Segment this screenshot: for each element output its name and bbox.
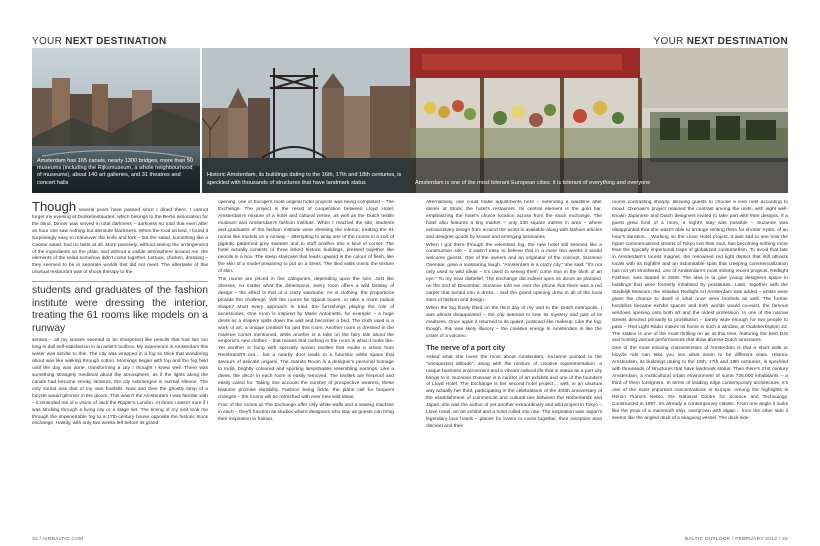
col1-paragraph-1: several years have passed since I dined there, I cannot forget my evening at Dunkelrestaurant, which belongs to the Berlin association for the blind. Dinner was served in total darkness – darkness so total that even after an hour one saw nothing but absolute blackness. When the food arrived, I found it surprisingly easy to maneuver the knife and fork – but the salad, something like a Caesar salad, had no taste at all. More precisely, without seeing the arrangement of the ingredients on the plate, and without a visible atmosphere around me, the elements of the salad somehow didn't come together. Lettuce, chicken, dressing – they seemed to be in separate worlds that did not meet. The aftertaste of this unusual restaurant was of shock therapy to the (32, 208, 208, 276)
folio-right: BALTIC OUTLOOK / FEBRUARY 2012 / 33 (684, 537, 788, 542)
pull-quote-rule (32, 281, 208, 282)
col2-paragraph-3: Four of the rooms at The Exchange offer only white walls and a sewing machine in each – they'll function as studios where designers who stay as guests can bring their inspiration to fruition. (218, 402, 394, 422)
photo-strip-right (410, 48, 788, 193)
houses-photo (202, 48, 410, 193)
houses-photo-caption: Historic Amsterdam, its buildings dating to the 16th, 17th and 18th centuries, is speckled with thousands of structures that have landmark status (207, 172, 402, 186)
pull-quote: students and graduates of the fashion institute were dressing the interior, treating the 61 rooms like models on a runway (32, 285, 208, 334)
section-subhead: The nerve of a port city (426, 343, 506, 353)
col2-paragraph-1: opening, one of Europe's most original hotel projects was being completed – The Exchange. The project is the result of cooperation between Lloyd Hotel, Amsterdam's mixture of a hotel and cultural centre, as well as the Dutch textile museum and Amsterdam's fashion institute. When I reached the site, students and graduates of the fashion institute were dressing the interior, treating the 61 rooms like models on a runway – attempting to wrap one of the rooms in a sort of gigantic patterned grey sweater and to stuff another into a kind of corset. The hotel actually consists of three linked historic buildings, pressed together like pencils in a box. The steep staircase that leads upward is the colour of flesh, like the skin of a model preparing to put on a dress. The tiled walls mimic the texture of skin. (218, 200, 394, 275)
folio-left: 32 / AIRBALTIC.COM (32, 537, 84, 542)
flower-market-photo (410, 48, 788, 193)
section-heading-left: YOUR NEXT DESTINATION (32, 36, 167, 47)
article-column-1 (32, 200, 208, 530)
lead-word: Though (32, 200, 77, 214)
col4-paragraph-1: rooms contrasting sharply, allowing guests to choose a love nest according to mood. Oxenaar's project retained the contrast among the units, with eight well-known Japanese and Dutch designers invited to take part with their designs. If a guest grew fond of a room, a night's stay was possible – Suzanne was disappointed that she wasn't able to arrange renting them for shorter trysts, of an hour's duration… Working on the Llove Hotel project, it was sad to see how the hyper-commercialized streets of Tokyo lost their soul, fast becoming nothing more than the typically impersonal traps of globalized consumerism. To avoid that fate in Amsterdam's tourist magnet, the renowned red light district that still attracts locals with its nightlife and an indomitable spirit that creeping commercialization has not yet smothered, one of Amsterdam's most striking recent projects, Redlight Fashion, was started in 2008. The idea is to give young designers space in buildings that were formerly inhabited by prostitutes. Later, together with the Stedelijk Museum, the initiative Redlight Art Amsterdam was added – artists were given the chance to dwell in what once were brothels as well. The former bordellos became exhibit spaces and both worlds would co-exist, the famous windows opening onto both art and the oldest profession. In one of the narrow streets devoted primarily to prostitution – barely wide enough for two people to pass – Red Light Radio makes its home in such a window, at Oudekerksplein 22. The station is one of the most thrilling on air at this time, featuring the best DJs and hosting various performances that draw diverse Dutch luminaries. (612, 200, 788, 344)
col1-paragraph-2: senses – all my senses seemed to be sharpened like pencils that had lain too long in dull self-satisfaction in an artist's toolbox. My experience in Amsterdam this winter was similar to this. The city was wrapped in a fog so thick that wandering about was like walking through cotton. Mornings began with fog and the fog held until the day was done, transforming a city I thought I knew well. There was something strangely medieval about the atmosphere, as if the lights along the canals had become smoky lanterns, the city submerged in surreal silence. The only sound was that of my own footfalls. Now and then the ghostly lamp of a bicycle would glimmer in the gloom. This wasn't the Amsterdam I was familiar with – it reminded me of a vision of Jack the Ripper's London. At times I wasn't sure if I was strolling through a living city or a stage set. The timing of my visit took me through the impenetrable fog to a 17th-century house opposite the historic stock exchange. Hastily, with only two weeks left before its grand (32, 338, 208, 427)
photo-strip-left (32, 48, 410, 193)
col3-paragraph-4: Asked what she loves the most about Amsterdam, Suzanne pointed to the "unexpected attitude", along with the mixture of creative experimentation, a unique business environment and a vibrant cultural life that in status as a port city brings to it. Suzanne Oxenaar is a curator of art exhibits and one of the founders of Lloyd Hotel. The Exchange is her second hotel project… well, in an unusual way actually her third, participating in the celebrations of the 400th anniversary of the establishment of commercial and cultural ties between the Netherlands and Japan, she was the author of yet another extraordinary and wild project in Tokyo – Llove Hotel, an art exhibit and a hotel rolled into one. The inspiration was Japan's legendary love hotels – places for lovers to come together, their reception area discreet and their (426, 354, 602, 429)
flower-market-caption: Amsterdam is one of the most tolerant European cities: it is tolerant of everything and everyone (415, 179, 651, 186)
flower-market-image (410, 48, 788, 193)
col3-paragraph-3: When the fog finally lifted on the third day of my visit to the Dutch metropolis, I was almost disappointed – the city seemed to lose its mystery and part of its madness. Once again it returned to its quaint, postcard-like makeup. Like the fog, though, this was likely illusory – the creative energy in Amsterdam is like the crater of a volcano. (426, 305, 602, 339)
right-page (410, 0, 820, 546)
article-column-4 (612, 200, 788, 530)
canal-photo (32, 48, 200, 193)
bridge-houses-image (202, 48, 410, 193)
col3-paragraph-1: Alternatively, one could make adjustments here – extending a waistline after dinner at Stock, the hotel's restaurant. Its central element is the gold bar, emphasizing the hotel's choice location across from the stock exchange. The hotel also features a tiny market – only 230 square metres in area – where extraordinary design from around the world is available along with fashion articles and designer goods by known and emerging luminaries. (426, 200, 602, 240)
col2-paragraph-2: The rooms are priced in five categories, depending upon the size. Just like dresses, no matter what the dimensions, every room offers a wild fantasy of design – the effect is that of a crazy wardrobe. As in clothing, the proportions provide the challenge. Will the rooms be typical boxes, or take a more radical shape? Most every approach is tried, the furnishings playing the role of accessories. One room is inspired by Marie Antoinette, for example – a huge dress as a drapery spills down the wall and becomes a bed. The cloth used is a work of art, a unique creation for just this room. Another room is dressed in the massive corset mentioned, while another is a take on the fairy tale about the emperor's new clothes – that means that nothing in the room is what it looks like. Yet another is hung with specially woven textiles that evoke a vision from Rembrandt's era… but a nearby door leads to a futuristic white space that savours of delicate origami. The Juanita Room is a designer's personal homage to India, brightly coloured and sporting lampshades resembling earrings. Like a dress, the decor in each room is easily removed. The textiles are fireproof and easily cared for. Taking into account the number of prospective wearers, these features promise durability. Fashion being fickle, the plans call for frequent changes – the rooms will be refreshed with ever new wild ideas. (218, 277, 394, 400)
col3-paragraph-2: When I got there through the relentless fog, the new hotel still seemed like a construction site – it wasn't easy to believe that in a mere two weeks it would welcome guests. One of the owners and an originator of the concept, Suzanne Oxenaar, gave a reassuring laugh. "Amsterdam is a crazy city," she said; "it's not only used to wild ideas – it's used to seeing them come true in the blink of an eye." To my near disbelief, The Exchange did indeed open its doors as planned, on the 2nd of December. Suzanne told me over the phone that there was a red carpet that turned into a dress… and the grand opening drew in all of the local stars of fashion and design. (426, 242, 602, 303)
section-heading-right: YOUR NEXT DESTINATION (653, 36, 788, 47)
col4-paragraph-2: One of the most enticing characteristics of Amsterdam is that a short walk or bicycle ride can take you into what seem to be different cities. Historic Amsterdam, its buildings dating to the 16th, 17th and 18th centuries, is speckled with thousands of structures that have landmark status. Then there's 21st century Amsterdam, a multicultural urban environment of some 725,000 inhabitants – a third of them foreigners. In terms of leading edge contemporary architecture, it's one of the most important concentrations in Europe. Among the highlights is Renzo Piano's NeMo, the National Centre for Science and Technology. Constructed in 1997, it's already a contemporary classic. From one angle it looks like the prow of a mammoth ship, overgrown with algae… from the other side it seems like the angled deck of a seagoing vessel. The deck side (612, 346, 788, 421)
canal-photo-caption: Amsterdam has 165 canals, nearly 1300 bridges, more than 50 museums (including the Rijksmuseum, a whole neighbourhood of museums), about 140 art galleries, and 31 theatres and concert halls (37, 157, 194, 186)
article-column-3 (426, 200, 602, 530)
left-article-columns (32, 200, 394, 530)
article-column-2 (218, 200, 394, 530)
right-article-columns (426, 200, 788, 530)
